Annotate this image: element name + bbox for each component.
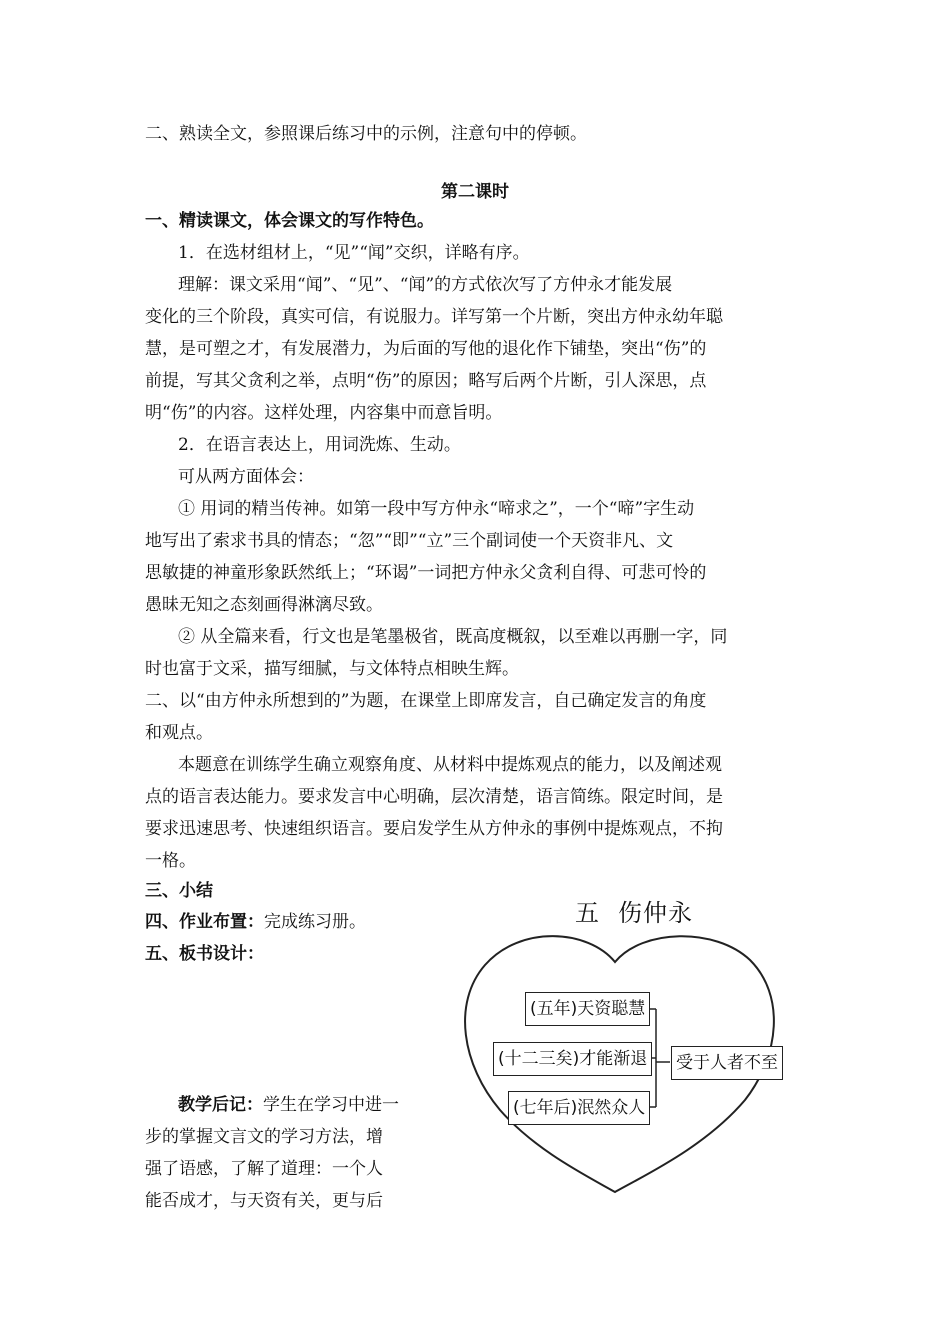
paragraph-line: 明“伤”的内容。这样处理，内容集中而意旨明。 <box>145 403 503 423</box>
note-line: 步的掌握文言文的学习方法，增 <box>145 1127 383 1147</box>
stage-box-2: (十二三矣)才能渐退 <box>493 1042 652 1076</box>
paragraph-line: 地写出了索求书具的情态；“忽”“即”“立”三个副词使一个天资非凡、文 <box>145 531 674 551</box>
paragraph-line: 本题意在训练学生确立观察角度、从材料中提炼观点的能力，以及阐述观 <box>178 755 722 775</box>
heading-three: 三、小结 <box>145 881 213 901</box>
paragraph-line: 可从两方面体会： <box>178 467 314 487</box>
note-label: 教学后记： <box>178 1095 263 1115</box>
heading-one: 一、精读课文，体会课文的写作特色。 <box>145 211 434 231</box>
paragraph-line: 前提，写其父贪利之举，点明“伤”的原因；略写后两个片断，引人深思，点 <box>145 371 707 391</box>
note-line: 能否成才，与天资有关，更与后 <box>145 1191 383 1211</box>
heading-five: 五、板书设计： <box>145 944 264 964</box>
homework-line <box>145 906 366 938</box>
paragraph-line: 点的语言表达能力。要求发言中心明确，层次清楚，语言简练。限定时间，是 <box>145 787 723 807</box>
section-title: 第二课时 <box>441 182 509 202</box>
stage-box-3: (七年后)泯然众人 <box>508 1091 650 1125</box>
paragraph-line: ① 用词的精当传神。如第一段中写方仲永“啼求之”，一个“啼”字生动 <box>178 499 695 519</box>
note-text: 学生在学习中进一 <box>263 1095 399 1115</box>
note-line: 强了语感，了解了道理：一个人 <box>145 1159 383 1179</box>
exercise-two-line: 二、熟读全文，参照课后练习中的示例，注意句中的停顿。 <box>145 124 587 144</box>
paragraph-line: 思敏捷的神童形象跃然纸上；“环谒”一词把方仲永父贪利自得、可悲可怜的 <box>145 563 707 583</box>
paragraph-line: 慧，是可塑之才，有发展潜力，为后面的写他的退化作下铺垫，突出“伤”的 <box>145 339 707 359</box>
paragraph-line: 时也富于文采，描写细腻，与文体特点相映生辉。 <box>145 659 519 679</box>
result-box: 受于人者不至 <box>671 1046 783 1080</box>
diagram-title <box>575 893 693 928</box>
homework-text: 完成练习册。 <box>264 912 366 932</box>
diagram-title-number: 五 <box>575 899 600 927</box>
paragraph-line: 愚昧无知之态刻画得淋漓尽致。 <box>145 595 383 615</box>
diagram-title-text: 伤仲永 <box>618 899 693 927</box>
paragraph-line: 变化的三个阶段，真实可信，有说服力。详写第一个片断，突出方仲永幼年聪 <box>145 307 723 327</box>
heading-two: 二、以“由方仲永所想到的”为题，在课堂上即席发言，自己确定发言的角度 <box>145 691 707 711</box>
stage-box-1: (五年)天资聪慧 <box>525 992 650 1026</box>
paragraph-line: 要求迅速思考、快速组织语言。要启发学生从方仲永的事例中提炼观点，不拘 <box>145 819 723 839</box>
paragraph-line: 一格。 <box>145 851 196 871</box>
point-two: 2．在语言表达上，用词洗炼、生动。 <box>178 435 461 455</box>
blackboard-diagram <box>460 885 790 1205</box>
note-line <box>178 1089 399 1121</box>
homework-label: 四、作业布置： <box>145 912 264 932</box>
paragraph-line: 理解：课文采用“闻”、“见”、“闻”的方式依次写了方仲永才能发展 <box>178 275 673 295</box>
paragraph-line: 和观点。 <box>145 723 213 743</box>
paragraph-line: ② 从全篇来看，行文也是笔墨极省，既高度概叙，以至难以再删一字，同 <box>178 627 728 647</box>
point-one: 1．在选材组材上，“见”“闻”交织，详略有序。 <box>178 243 530 263</box>
